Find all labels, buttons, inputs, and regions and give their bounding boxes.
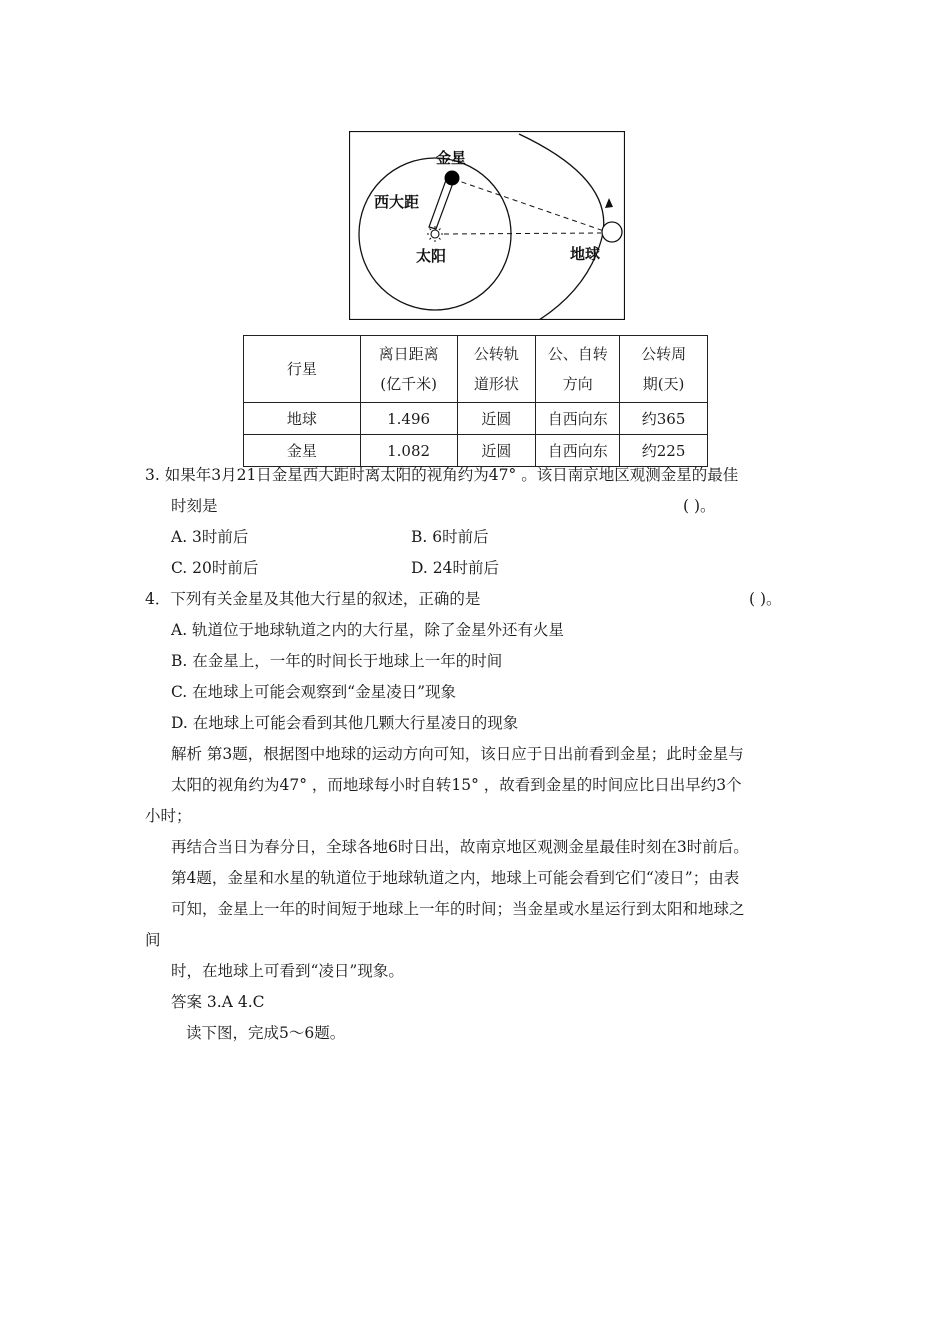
header-cell: 公转轨 道形状 [457,336,536,403]
table-header-row [244,336,708,403]
q4-answer-blank: ( )。 [749,590,782,608]
table-cell: 近圆 [457,403,536,435]
q3-option-a: A. 3时前后 [171,528,249,546]
q3-stem-line2: 时刻是 [171,497,218,515]
earth-circle [602,222,622,242]
table-row [244,435,708,467]
venus-elongation-diagram [349,131,625,320]
q4-option-b: B. 在金星上，一年的时间长于地球上一年的时间 [171,652,503,670]
q3-option-d: D. 24时前后 [411,559,499,577]
analysis-line: 小时； [145,807,192,825]
header-cell: 公、自转 方向 [536,336,620,403]
q4-option-a: A. 轨道位于地球轨道之内的大行星，除了金星外还有火星 [171,621,565,639]
venus-label: 金星 [436,149,467,167]
table-cell: 约365 [620,403,708,435]
answer-line: 答案 3.A 4.C [171,993,265,1011]
analysis-line: 可知，金星上一年的时间短于地球上一年的时间；当金星或水星运行到太阳和地球之 [171,900,745,918]
q3-option-c: C. 20时前后 [171,559,259,577]
table-cell: 1.496 [360,403,457,435]
q4-option-d: D. 在地球上可能会看到其他几颗大行星凌日的现象 [171,714,519,732]
planet-comparison-table [243,335,708,467]
table-cell: 1.082 [360,435,457,467]
analysis-line: 第4题，金星和水星的轨道位于地球轨道之内，地球上可能会看到它们“凌日”；由表 [171,869,740,887]
header-cell: 行星 [244,336,361,403]
q3-answer-blank: ( )。 [683,497,716,515]
earth-label: 地球 [570,245,601,263]
table-row [244,403,708,435]
analysis-line: 间 [145,931,161,949]
table-cell: 约225 [620,435,708,467]
analysis-line: 解析 第3题，根据图中地球的运动方向可知，该日应于日出前看到金星；此时金星与 [171,745,744,763]
next-section-prompt: 读下图，完成5～6题。 [186,1024,346,1042]
header-cell: 公转周 期(天) [620,336,708,403]
analysis-line: 太阳的视角约为47° ，而地球每小时自转15° ，故看到金星的时间应比日出早约3个 [171,776,742,794]
elongation-label: 西大距 [374,193,420,211]
table-cell: 地球 [244,403,361,435]
table-cell: 金星 [244,435,361,467]
q3-option-b: B. 6时前后 [411,528,489,546]
table-cell: 自西向东 [536,403,620,435]
venus-dot [445,171,460,186]
q4-stem: 4．下列有关金星及其他大行星的叙述，正确的是 [145,590,481,608]
sun-label: 太阳 [416,247,447,265]
q3-stem-line1: 3. 如果年3月21日金星西大距时离太阳的视角约为47° 。该日南京地区观测金星的最佳 [145,466,739,484]
table-cell: 近圆 [457,435,536,467]
analysis-line: 时，在地球上可看到“凌日”现象。 [171,962,404,980]
q4-option-c: C. 在地球上可能会观察到“金星凌日”现象 [171,683,457,701]
analysis-line: 再结合当日为春分日，全球各地6时日出，故南京地区观测金星最佳时刻在3时前后。 [171,838,749,856]
table-cell: 自西向东 [536,435,620,467]
header-cell: 离日距离 (亿千米) [360,336,457,403]
